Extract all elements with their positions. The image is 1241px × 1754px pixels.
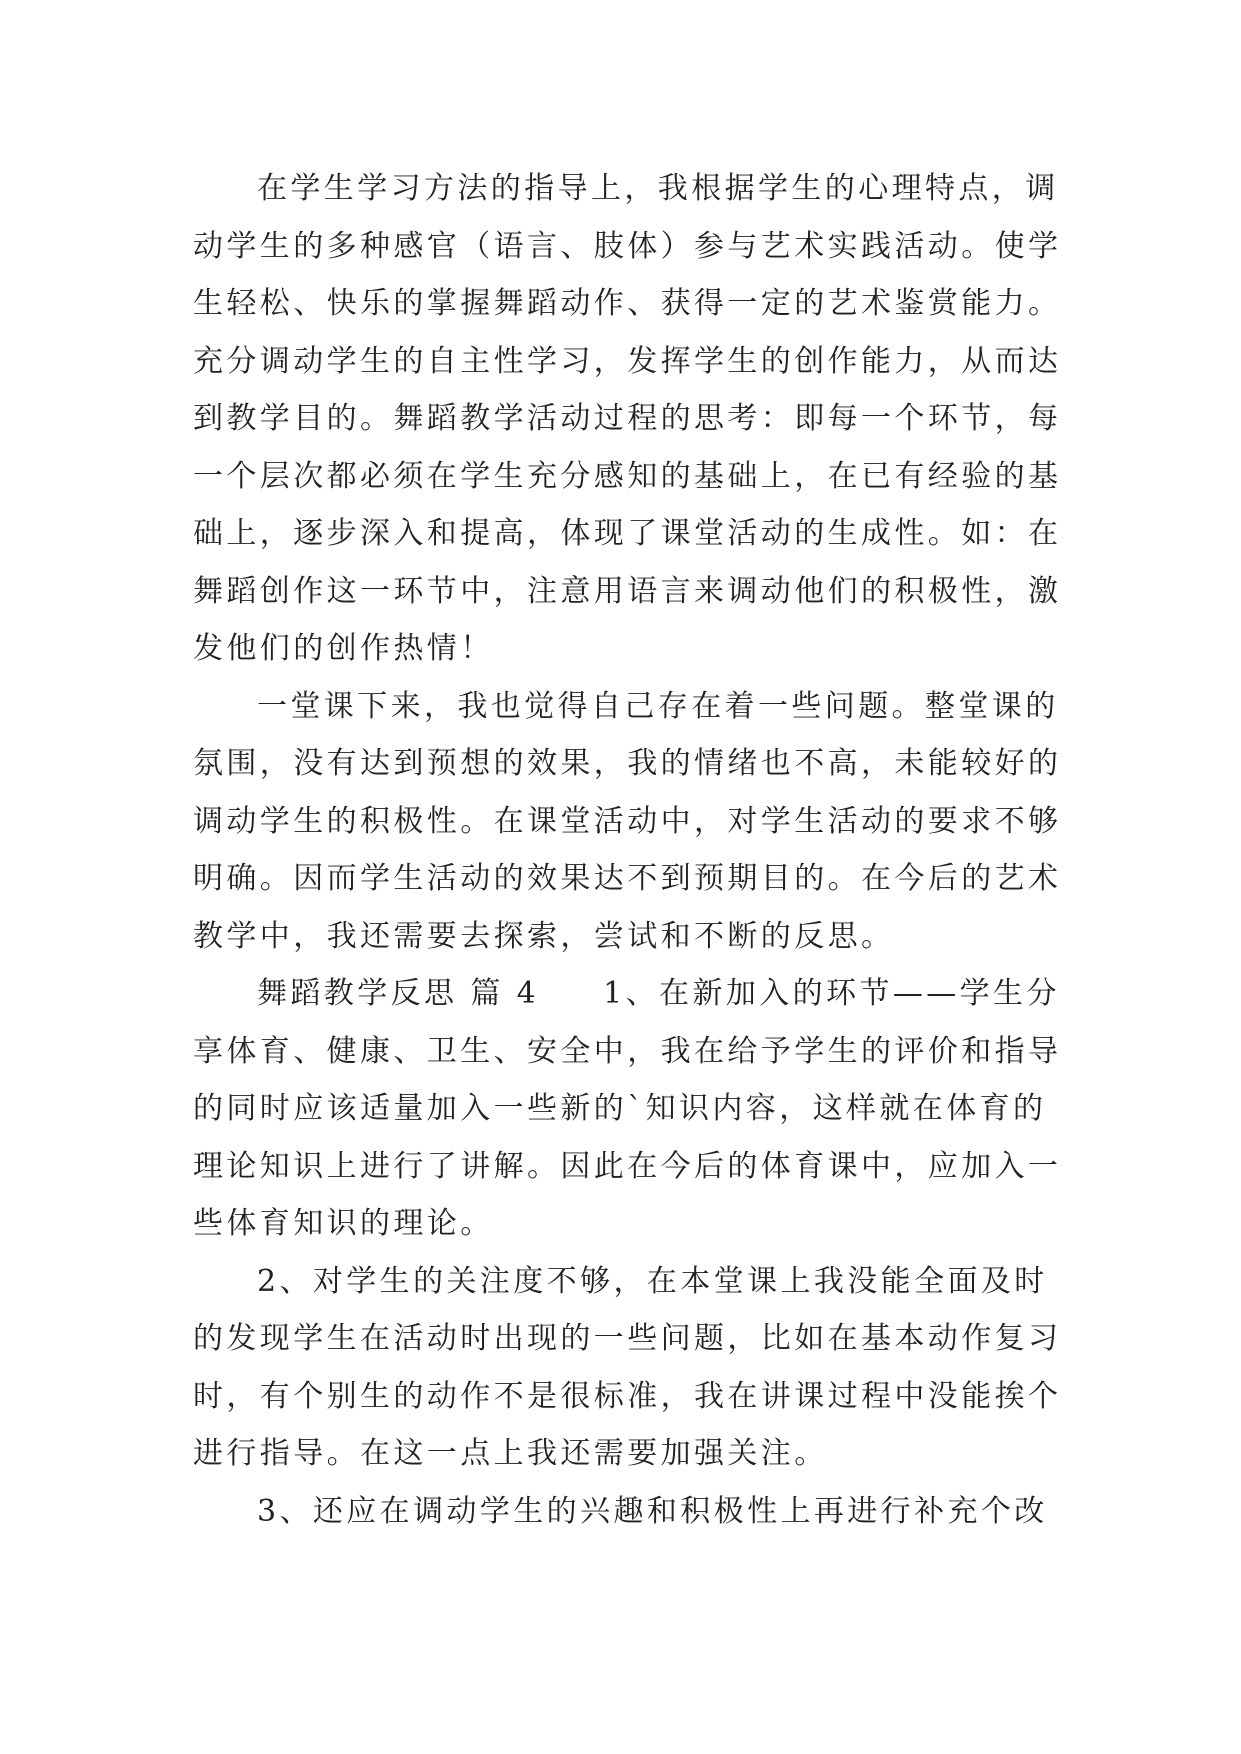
section-heading: 舞蹈教学反思 篇 4: [257, 976, 540, 1011]
text-line: 氛围，没有达到预想的效果，我的情绪也不高，未能较好的: [193, 746, 1062, 781]
text-line: 明确。因而学生活动的效果达不到预期目的。在今后的艺术: [193, 861, 1062, 896]
text-line: 教学中，我还需要去探索，尝试和不断的反思。: [193, 918, 895, 954]
section-heading-line: [193, 965, 1073, 1023]
text-line: 的发现学生在活动时出现的一些问题，比如在基本动作复习: [193, 1321, 1062, 1356]
text-line: 舞蹈创作这一环节中，注意用语言来调动他们的积极性，激: [193, 573, 1062, 609]
text-line: 调动学生的积极性。在课堂活动中，对学生活动的要求不够: [193, 803, 1062, 839]
text-line: 动学生的多种感官（语言、肢体）参与艺术实践活动。使学: [193, 228, 1062, 264]
text-line: 础上，逐步深入和提高，体现了课堂活动的生成性。如：在: [193, 516, 1062, 551]
text-line: 2、对学生的关注度不够，在本堂课上我没能全面及时: [257, 1263, 1048, 1299]
text-line: 到教学目的。舞蹈教学活动过程的思考：即每一个环节，每: [193, 401, 1062, 436]
text-line: 理论知识上进行了讲解。因此在今后的体育课中，应加入一: [193, 1148, 1062, 1184]
text-line: 时，有个别生的动作不是很标准，我在讲课过程中没能挨个: [193, 1378, 1062, 1414]
document-body: [193, 160, 1073, 1540]
text-line: 生轻松、快乐的掌握舞蹈动作、获得一定的艺术鉴赏能力。: [193, 286, 1062, 321]
text-line: 一个层次都必须在学生充分感知的基础上，在已有经验的基: [193, 458, 1062, 494]
text-line: 1、在新加入的环节——学生分: [603, 976, 1060, 1011]
text-line: 在学生学习方法的指导上，我根据学生的心理特点，调: [257, 171, 1059, 206]
text-line: 些体育知识的理论。: [193, 1206, 494, 1241]
text-line: 3、还应在调动学生的兴趣和积极性上再进行补充个改: [257, 1493, 1048, 1529]
text-line: 进行指导。在这一点上我还需要加强关注。: [193, 1436, 828, 1471]
text-line: 的同时应该适量加入一些新的`知识内容，这样就在体育的: [193, 1091, 1047, 1126]
text-line: 享体育、健康、卫生、安全中，我在给予学生的评价和指导: [193, 1033, 1062, 1069]
text-line: 发他们的创作热情！: [193, 631, 494, 666]
text-line: 一堂课下来，我也觉得自己存在着一些问题。整堂课的: [257, 688, 1059, 724]
text-line: 充分调动学生的自主性学习，发挥学生的创作能力，从而达: [193, 343, 1062, 379]
